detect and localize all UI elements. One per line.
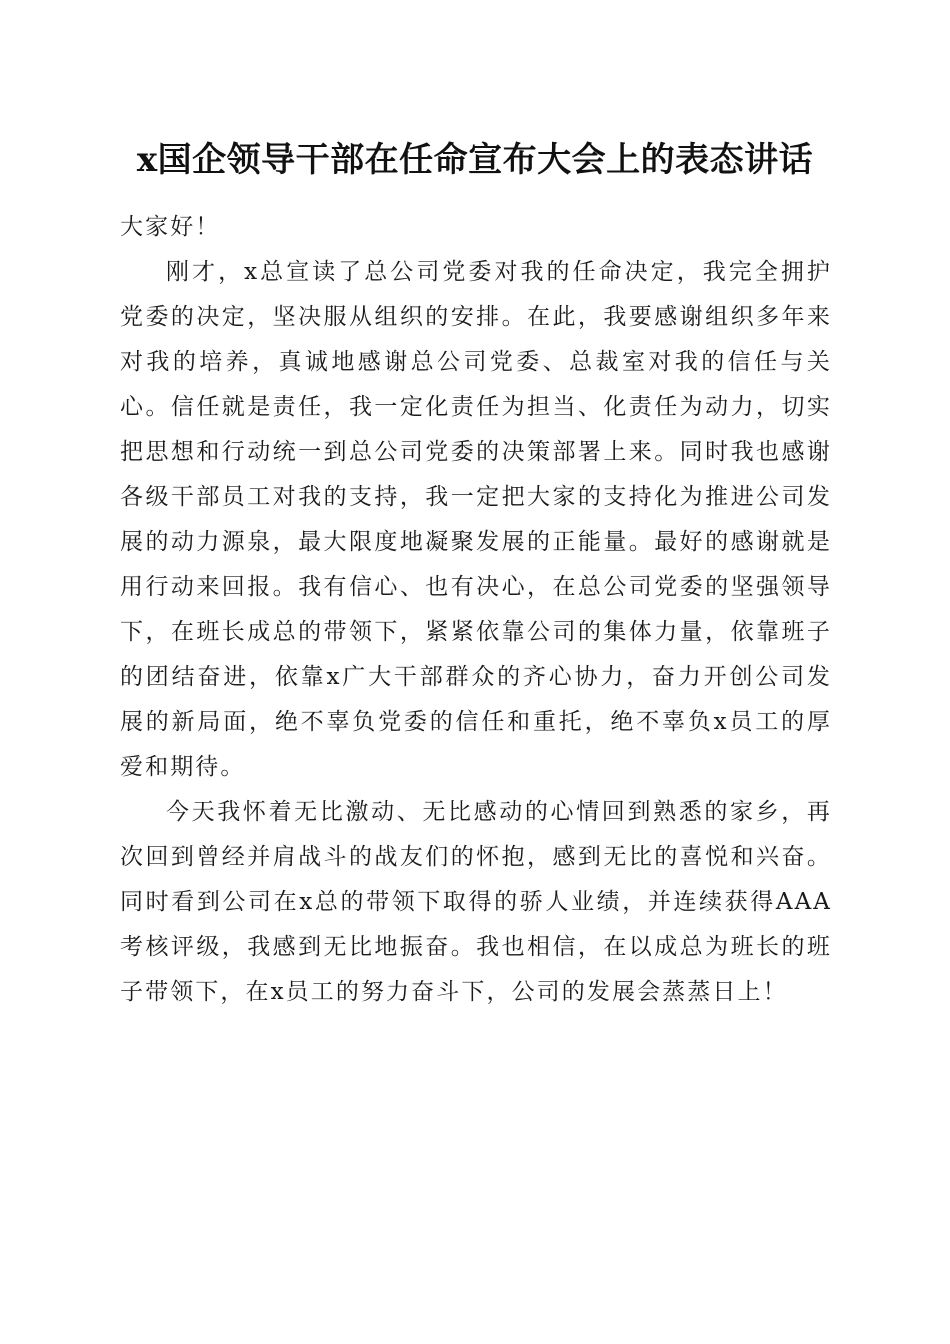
document-title: x国企领导干部在任命宣布大会上的表态讲话 <box>136 140 814 180</box>
document-body <box>120 200 832 1015</box>
paragraph: 今天我怀着无比激动、无比感动的心情回到熟悉的家乡，再次回到曾经并肩战斗的战友们的怀抱，感到无比的喜悦和兴奋。同时看到公司在x总的带领下取得的骄人业绩，并连续获得AAA考核评级，我感到无比地振奋。我也相信，在以成总为班长的班子带领下，在x员工的努力奋斗下，公司的发展会蒸蒸日上！ <box>120 799 832 1005</box>
paragraph: 刚才，x总宣读了总公司党委对我的任命决定，我完全拥护党委的决定，坚决服从组织的安排。在此，我要感谢组织多年来对我的培养，真诚地感谢总公司党委、总裁室对我的信任与关心。信任就是责任，我一定化责任为担当、化责任为动力，切实把思想和行动统一到总公司党委的决策部署上来。同时我也感谢各级干部员工对我的支持，我一定把大家的支持化为推进公司发展的动力源泉，最大限度地凝聚发展的正能量。最好的感谢就是用行动来回报。我有信心、也有决心，在总公司党委的坚强领导下，在班长成总的带领下，紧紧依靠公司的集体力量，依靠班子的团结奋进，依靠x广大干部群众的齐心协力，奋力开创公司发展的新局面，绝不辜负党委的信任和重托，绝不辜负x员工的厚爱和期待。 <box>120 259 832 780</box>
greeting-line: 大家好！ <box>120 214 221 240</box>
